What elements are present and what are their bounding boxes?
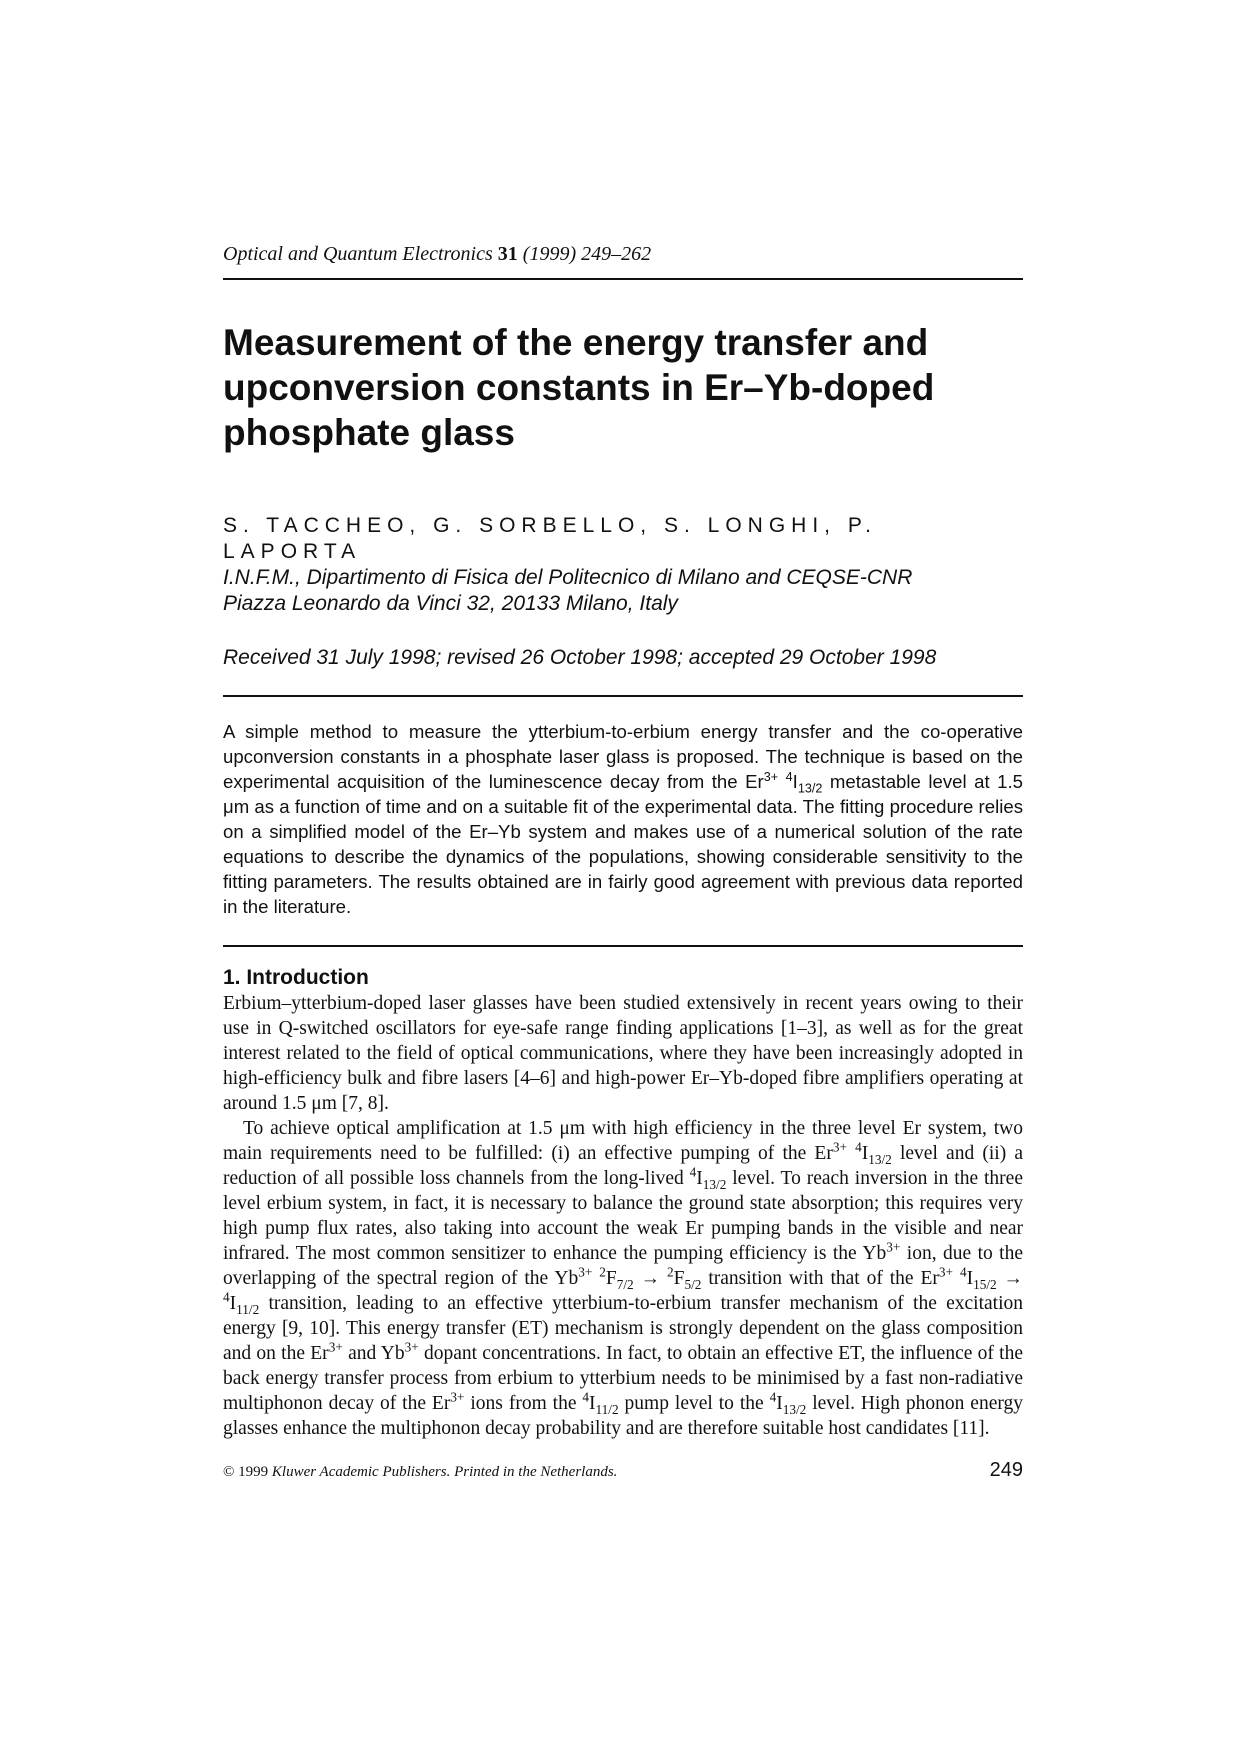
copyright-year: 1999 bbox=[238, 1464, 269, 1480]
page-footer bbox=[223, 1459, 1023, 1482]
journal-year-pages: (1999) 249–262 bbox=[522, 243, 652, 265]
abstract-bottom-rule bbox=[223, 945, 1023, 947]
page-number: 249 bbox=[989, 1459, 1023, 1481]
copyright-notice bbox=[223, 1464, 617, 1481]
copyright-symbol: © bbox=[223, 1464, 235, 1480]
author-list: S. TACCHEO, G. SORBELLO, S. LONGHI, P. LAPORTA bbox=[223, 514, 877, 563]
paper-title: Measurement of the energy transfer and upconversion constants in Er–Yb-doped phosphate glass bbox=[223, 322, 935, 453]
affiliation-line-2: Piazza Leonardo da Vinci 32, 20133 Milano, Italy bbox=[223, 592, 678, 615]
received-dates: Received 31 July 1998; revised 26 October 1998; accepted 29 October 1998 bbox=[223, 646, 937, 669]
affiliation-line-1: I.N.F.M., Dipartimento di Fisica del Politecnico di Milano and CEQSE-CNR bbox=[223, 566, 913, 589]
intro-paragraph-1: Erbium–ytterbium-doped laser glasses have been studied extensively in recent years owing to their use in Q-switched oscillators for eye-safe range finding applications [1–3], as well as for the great interest related to the field of optical communications, where they have been increasingly adopted in high-efficiency bulk and fibre lasers [4–6] and high-power Er–Yb-doped fibre amplifiers operating at around 1.5 μm [7, 8]. bbox=[223, 993, 1023, 1114]
publisher-line: Kluwer Academic Publishers. Printed in the Netherlands. bbox=[271, 1464, 618, 1480]
introduction-body bbox=[223, 991, 1023, 1441]
header-rule bbox=[223, 278, 1023, 280]
abstract: A simple method to measure the ytterbium-to-erbium energy transfer and the co-operative upconversion constants in a phosphate laser glass is proposed. The technique is based on the experimental acquisition of the luminescence decay from the $Er^{3+}$ $^4I_{13/2}$ metastable level at 1.5 μm as a function of time and on a suitable fit of the experimental data. The fitting procedure relies on a simplified model of the Er–Yb system and makes use of a numerical solution of the rate equations to describe the dynamics of the populations, showing considerable sensitivity to the fitting parameters. The results obtained are in fairly good agreement with previous data reported in the literature. bbox=[223, 721, 1023, 917]
intro-paragraph-2: To achieve optical amplification at 1.5 μm with high efficiency in the three level Er system, two main requirements need to be fulfilled: (i) an effective pumping of the $Er^{3+}$ $^4I_{13/2}$ level and (ii) a reduction of all possible loss channels from the long-lived $^4I_{13/2}$ level. To reach inversion in the three level erbium system, in fact, it is necessary to balance the ground state absorption; this requires very high pump flux rates, also taking into account the weak Er pumping bands in the visible and near infrared. The most common sensitizer to enhance the pumping efficiency is the $Yb^{3+}$ ion, due to the overlapping of the spectral region of the $Yb^{3+}$ $^2F_{7/2} \to ^2F_{5/2}$ transition with that of the $Er^{3+}$ $^4I_{15/2} \to ^4I_{11/2}$ transition, leading to an effective ytterbium-to-erbium transfer mechanism of the excitation energy [9, 10]. This energy transfer (ET) mechanism is strongly dependent on the glass composition and on the $Er^{3+}$ and $Yb^{3+}$ dopant concentrations. In fact, to obtain an effective ET, the influence of the back energy transfer process from erbium to ytterbium needs to be minimised by a fast non-radiative multiphonon decay of the $Er^{3+}$ ions from the $^4I_{11/2}$ pump level to the $^4I_{13/2}$ level. High phonon energy glasses enhance the multiphonon decay probability and are therefore suitable host candidates [11]. bbox=[223, 1118, 1024, 1439]
journal-name: Optical and Quantum Electronics bbox=[223, 243, 493, 265]
section-heading: 1. Introduction bbox=[223, 966, 369, 989]
journal-volume: 31 bbox=[497, 243, 518, 265]
journal-header bbox=[223, 240, 1023, 268]
abstract-top-rule bbox=[223, 695, 1023, 697]
paper-page bbox=[223, 240, 1023, 1482]
